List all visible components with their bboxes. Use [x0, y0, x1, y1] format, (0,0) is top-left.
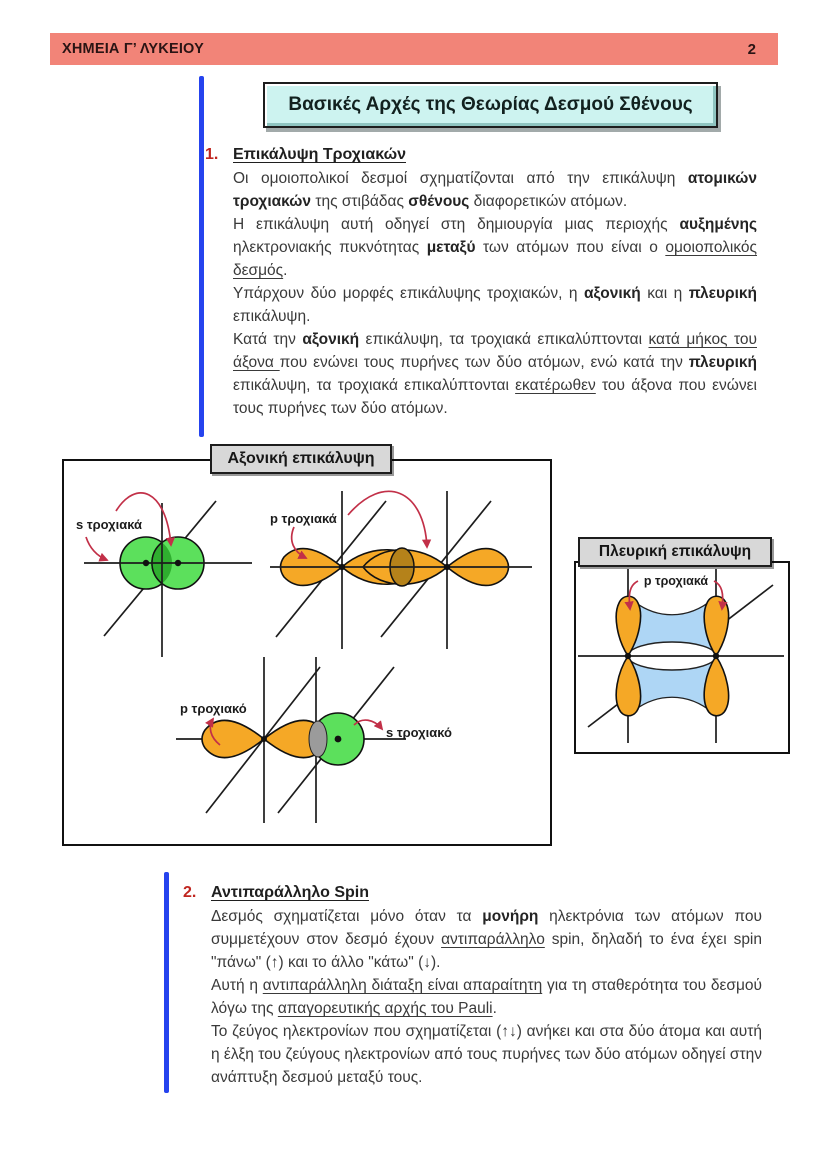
p-s-overlap-diagram: [176, 657, 452, 823]
axial-overlap-diagram: [64, 461, 549, 843]
section-1-heading-text: Επικάλυψη Τροχιακών: [233, 146, 406, 163]
annotation-arrow: [348, 491, 427, 547]
accent-bar-section-2: [164, 872, 169, 1093]
nucleus-dot: [261, 736, 267, 742]
accent-bar-section-1: [199, 76, 204, 437]
paragraph: Αυτή η αντιπαράλληλη διάταξη είναι απαραίτητη για τη σταθερότητα του δεσμού λόγω της απαγορευτικής αρχής του Pauli.: [211, 977, 762, 1017]
nucleus-dot: [175, 560, 181, 566]
page-title: Βασικές Αρχές της Θεωρίας Δεσμού Σθένους: [288, 94, 693, 115]
figure-axial-overlap: [62, 459, 552, 846]
p-orbitals-label: p τροχιακά: [643, 574, 709, 588]
paragraph: Η επικάλυψη αυτή οδηγεί στη δημιουργία μιας περιοχής αυξημένης ηλεκτρονιακής πυκνότητας μεταξύ των ατόμων που είναι ο ομοιοπολικός δεσμός.: [233, 216, 757, 279]
p-s-overlap-region: [309, 721, 327, 757]
section-1-number: 1.: [205, 146, 219, 163]
annotation-arrow: [86, 537, 107, 560]
header-band: [50, 33, 778, 65]
title-box: [263, 82, 718, 128]
section-2-heading-text: Αντιπαράλληλο Spin: [211, 884, 369, 901]
p-orbital-label: p τροχιακό: [180, 701, 247, 716]
nucleus-dot: [625, 653, 631, 659]
nucleus-dot: [713, 653, 719, 659]
s-orbitals-label: s τροχιακά: [76, 517, 143, 532]
section-orbital-overlap: [205, 143, 758, 420]
section-2-number: 2.: [183, 884, 197, 901]
paragraph: Οι ομοιοπολικοί δεσμοί σχηματίζονται από την επικάλυψη ατομικών τροχιακών της στιβάδας σθένους διαφορετικών ατόμων.: [233, 170, 757, 210]
p-orbitals-label: p τροχιακά: [270, 511, 337, 526]
section-antiparallel-spin: [183, 881, 762, 1089]
header-title: ΧΗΜΕΙΑ Γ’ ΛΥΚΕΙΟΥ: [62, 41, 204, 57]
nucleus-dot: [335, 736, 342, 743]
nucleus-dot: [143, 560, 149, 566]
section-2-heading: [183, 881, 762, 904]
lateral-overlap-diagram: [576, 563, 787, 751]
page-number: 2: [747, 40, 756, 58]
lateral-overlap-caption: Πλευρική επικάλυψη: [578, 537, 772, 567]
nucleus-dot: [339, 564, 345, 570]
paragraph: Δεσμός σχηματίζεται μόνο όταν τα μονήρη ηλεκτρόνια των ατόμων που συμμετέχουν στον δεσμό έχουν αντιπαράλληλο spin, δηλαδή το ένα έχει spin "πάνω" (↑) και το άλλο "κάτω" (↓).: [211, 908, 762, 971]
nucleus-dot: [444, 564, 450, 570]
s-s-overlap-diagram: [76, 493, 252, 657]
p-p-lateral-diagram: [578, 569, 784, 743]
paragraph: Υπάρχουν δύο μορφές επικάλυψης τροχιακών, η αξονική και η πλευρική επικάλυψη.: [233, 285, 757, 325]
p-p-overlap-diagram: [270, 491, 532, 649]
axial-overlap-caption: Αξονική επικάλυψη: [210, 444, 392, 474]
figure-lateral-overlap: [574, 561, 790, 754]
s-orbital-label: s τροχιακό: [386, 725, 453, 740]
section-1-heading: [205, 143, 757, 166]
paragraph: Το ζεύγος ηλεκτρονίων που σχηματίζεται (↑↓) ανήκει και στα δύο άτομα και αυτή η έλξη του ζεύγους ηλεκτρονίων από τους πυρήνες των δύο ατόμων οδηγεί στην ανάπτυξη δεσμού μεταξύ τους.: [211, 1023, 762, 1086]
paragraph: Κατά την αξονική επικάλυψη, τα τροχιακά επικαλύπτονται κατά μήκος του άξονα που ενώνει τους πυρήνες των δύο ατόμων, ενώ κατά την πλευρική επικάλυψη, τα τροχιακά επικαλύπτονται εκατέρωθεν του άξονα που ενώνει τους πυρήνες των δύο ατόμων.: [233, 331, 758, 417]
